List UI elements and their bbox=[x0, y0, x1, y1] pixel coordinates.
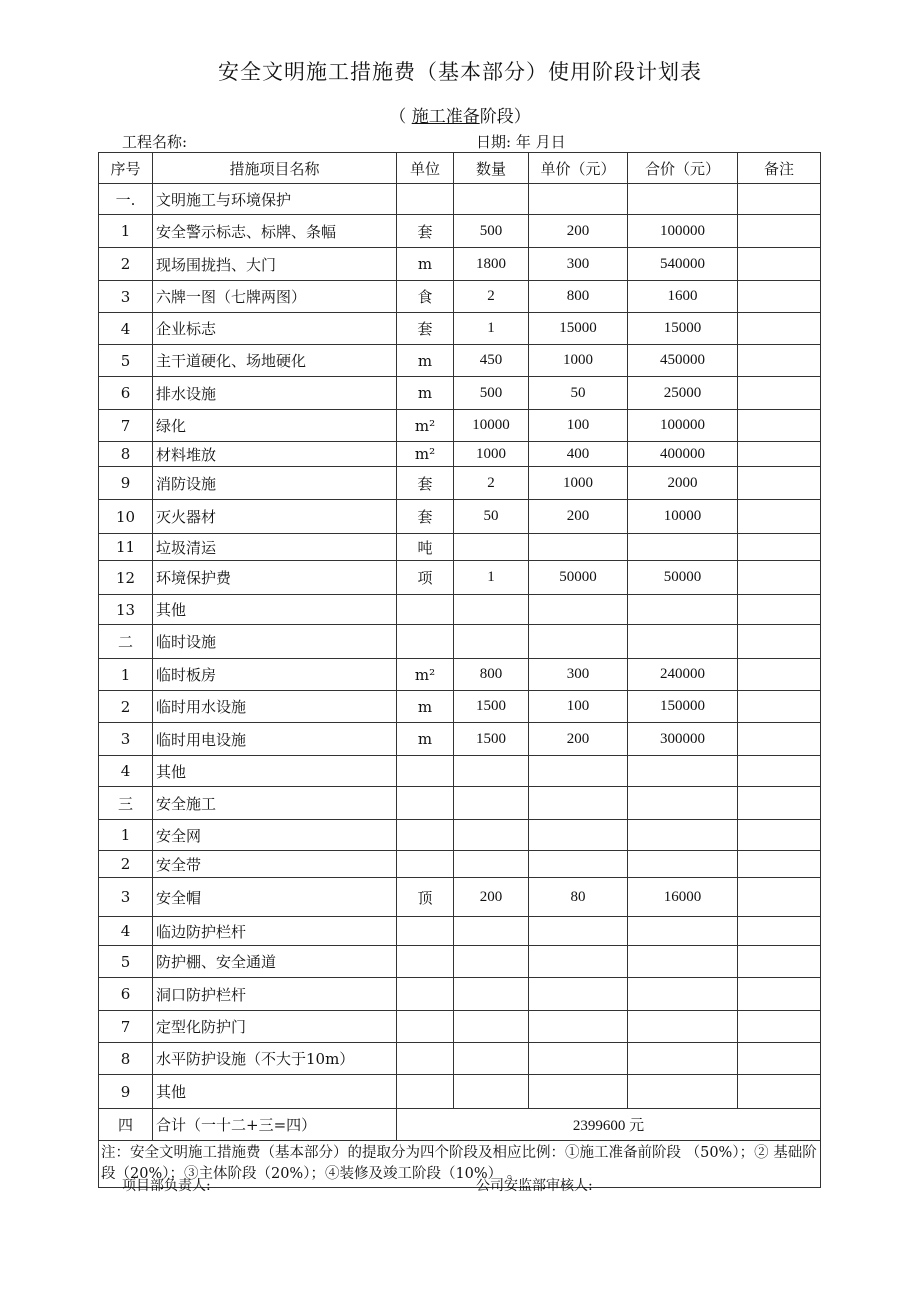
row-remarks bbox=[738, 500, 821, 534]
row-qty: 1 bbox=[454, 313, 529, 345]
table-row bbox=[99, 534, 821, 561]
row-qty: 2 bbox=[454, 281, 529, 313]
header-remarks: 备注 bbox=[738, 153, 821, 184]
row-qty bbox=[454, 756, 529, 787]
row-unit bbox=[397, 595, 454, 625]
row-no: 1 bbox=[99, 659, 153, 691]
row-total: 1600 bbox=[628, 281, 738, 313]
row-qty: 200 bbox=[454, 878, 529, 917]
page-title: 安全文明施工措施费（基本部分）使用阶段计划表 bbox=[218, 60, 702, 84]
row-unit: 套 bbox=[397, 313, 454, 345]
row-remarks bbox=[738, 1075, 821, 1109]
row-total: 10000 bbox=[628, 500, 738, 534]
row-remarks bbox=[738, 1011, 821, 1043]
row-remarks bbox=[738, 756, 821, 787]
row-item: 其他 bbox=[153, 1075, 397, 1109]
subtitle-stage: 施工准备 bbox=[411, 107, 480, 127]
row-unit-price: 100 bbox=[529, 410, 628, 442]
row-qty: 800 bbox=[454, 659, 529, 691]
row-remarks bbox=[738, 723, 821, 756]
table-row bbox=[99, 1075, 821, 1109]
row-qty: 500 bbox=[454, 377, 529, 410]
row-no: 9 bbox=[99, 467, 153, 500]
row-remarks bbox=[738, 345, 821, 377]
row-total bbox=[628, 184, 738, 215]
row-total: 25000 bbox=[628, 377, 738, 410]
row-qty bbox=[454, 534, 529, 561]
row-item: 临时设施 bbox=[153, 625, 397, 659]
row-unit-price: 50000 bbox=[529, 561, 628, 595]
row-item: 其他 bbox=[153, 756, 397, 787]
row-total: 450000 bbox=[628, 345, 738, 377]
row-total: 400000 bbox=[628, 442, 738, 467]
row-total bbox=[628, 1011, 738, 1043]
row-unit bbox=[397, 184, 454, 215]
row-unit: 套 bbox=[397, 467, 454, 500]
row-total: 240000 bbox=[628, 659, 738, 691]
row-qty: 1500 bbox=[454, 691, 529, 723]
row-unit bbox=[397, 820, 454, 851]
table-row bbox=[99, 281, 821, 313]
row-unit bbox=[397, 756, 454, 787]
row-unit-price bbox=[529, 851, 628, 878]
row-unit-price bbox=[529, 534, 628, 561]
row-remarks bbox=[738, 595, 821, 625]
row-qty: 2 bbox=[454, 467, 529, 500]
row-unit: 食 bbox=[397, 281, 454, 313]
row-remarks bbox=[738, 442, 821, 467]
row-unit-price: 300 bbox=[529, 659, 628, 691]
row-unit bbox=[397, 787, 454, 820]
table-row bbox=[99, 345, 821, 377]
row-unit bbox=[397, 946, 454, 978]
header-unit: 单位 bbox=[397, 153, 454, 184]
row-remarks bbox=[738, 534, 821, 561]
note-text: 注：安全文明施工措施费（基本部分）的提取分为四个阶段及相应比例：①施工准备前阶段 （50%）；② 基础阶段（20%）；③主体阶段（20%）；④装修及竣工阶段（10%） 。 bbox=[99, 1141, 821, 1188]
row-no: 三 bbox=[99, 787, 153, 820]
row-item: 安全带 bbox=[153, 851, 397, 878]
row-total bbox=[628, 534, 738, 561]
row-total: 150000 bbox=[628, 691, 738, 723]
row-item: 环境保护费 bbox=[153, 561, 397, 595]
row-unit bbox=[397, 625, 454, 659]
row-no: 12 bbox=[99, 561, 153, 595]
table-row bbox=[99, 851, 821, 878]
row-unit-price bbox=[529, 595, 628, 625]
row-remarks bbox=[738, 215, 821, 248]
row-unit-price: 400 bbox=[529, 442, 628, 467]
row-no: 一. bbox=[99, 184, 153, 215]
header-item: 措施项目名称 bbox=[153, 153, 397, 184]
row-unit-price bbox=[529, 756, 628, 787]
table-row bbox=[99, 691, 821, 723]
row-total bbox=[628, 946, 738, 978]
row-item: 企业标志 bbox=[153, 313, 397, 345]
row-remarks bbox=[738, 820, 821, 851]
table-row bbox=[99, 946, 821, 978]
row-no: 13 bbox=[99, 595, 153, 625]
subtitle-open: （ bbox=[389, 107, 412, 127]
row-remarks bbox=[738, 467, 821, 500]
row-no: 11 bbox=[99, 534, 153, 561]
row-unit-price bbox=[529, 820, 628, 851]
header-qty: 数量 bbox=[454, 153, 529, 184]
row-no: 1 bbox=[99, 215, 153, 248]
row-unit bbox=[397, 917, 454, 946]
row-item: 定型化防护门 bbox=[153, 1011, 397, 1043]
table-row bbox=[99, 756, 821, 787]
row-unit: m² bbox=[397, 442, 454, 467]
row-qty bbox=[454, 787, 529, 820]
total-row bbox=[99, 1109, 821, 1141]
row-qty bbox=[454, 851, 529, 878]
row-no: 4 bbox=[99, 756, 153, 787]
row-item: 安全帽 bbox=[153, 878, 397, 917]
row-no: 5 bbox=[99, 345, 153, 377]
table-row bbox=[99, 561, 821, 595]
row-no: 3 bbox=[99, 723, 153, 756]
row-unit-price bbox=[529, 184, 628, 215]
row-no: 9 bbox=[99, 1075, 153, 1109]
row-no: 7 bbox=[99, 410, 153, 442]
row-unit: m bbox=[397, 248, 454, 281]
row-no: 8 bbox=[99, 1043, 153, 1075]
row-qty bbox=[454, 1011, 529, 1043]
row-item: 安全施工 bbox=[153, 787, 397, 820]
row-unit bbox=[397, 1075, 454, 1109]
subtitle-rest: 阶段） bbox=[479, 107, 531, 127]
row-no: 3 bbox=[99, 878, 153, 917]
row-total bbox=[628, 917, 738, 946]
row-item: 垃圾清运 bbox=[153, 534, 397, 561]
row-item: 排水设施 bbox=[153, 377, 397, 410]
row-total bbox=[628, 978, 738, 1011]
row-qty bbox=[454, 946, 529, 978]
table-row bbox=[99, 878, 821, 917]
row-unit bbox=[397, 978, 454, 1011]
table-row bbox=[99, 723, 821, 756]
row-remarks bbox=[738, 377, 821, 410]
table-row bbox=[99, 1011, 821, 1043]
row-qty bbox=[454, 1075, 529, 1109]
table-row bbox=[99, 625, 821, 659]
table-row bbox=[99, 313, 821, 345]
row-no: 2 bbox=[99, 851, 153, 878]
row-total: 16000 bbox=[628, 878, 738, 917]
row-remarks bbox=[738, 659, 821, 691]
row-item: 绿化 bbox=[153, 410, 397, 442]
row-item: 消防设施 bbox=[153, 467, 397, 500]
row-item: 六牌一图（七牌两图） bbox=[153, 281, 397, 313]
row-qty bbox=[454, 917, 529, 946]
row-remarks bbox=[738, 625, 821, 659]
table-row bbox=[99, 978, 821, 1011]
project-manager-label: 项目部负责人: bbox=[122, 1178, 211, 1194]
total-value: 2399600 元 bbox=[397, 1109, 821, 1141]
row-total bbox=[628, 625, 738, 659]
row-unit-price: 1000 bbox=[529, 467, 628, 500]
row-remarks bbox=[738, 410, 821, 442]
row-no: 5 bbox=[99, 946, 153, 978]
project-name-label: 工程名称: bbox=[122, 133, 188, 151]
row-total bbox=[628, 756, 738, 787]
row-total: 300000 bbox=[628, 723, 738, 756]
row-item: 灭火器材 bbox=[153, 500, 397, 534]
row-qty: 10000 bbox=[454, 410, 529, 442]
row-unit-price: 800 bbox=[529, 281, 628, 313]
table-row bbox=[99, 1043, 821, 1075]
row-item: 材料堆放 bbox=[153, 442, 397, 467]
header-no: 序号 bbox=[99, 153, 153, 184]
row-unit-price bbox=[529, 917, 628, 946]
row-remarks bbox=[738, 691, 821, 723]
header-unit-price: 单价（元） bbox=[529, 153, 628, 184]
row-qty bbox=[454, 820, 529, 851]
table-row bbox=[99, 215, 821, 248]
row-no: 6 bbox=[99, 377, 153, 410]
row-item: 现场围拢挡、大门 bbox=[153, 248, 397, 281]
row-unit-price bbox=[529, 946, 628, 978]
row-item: 主干道硬化、场地硬化 bbox=[153, 345, 397, 377]
row-no: 8 bbox=[99, 442, 153, 467]
row-unit: 套 bbox=[397, 215, 454, 248]
row-item: 临时板房 bbox=[153, 659, 397, 691]
row-total bbox=[628, 820, 738, 851]
table-row bbox=[99, 500, 821, 534]
row-unit-price: 200 bbox=[529, 723, 628, 756]
row-remarks bbox=[738, 561, 821, 595]
total-label: 合计（一十二+三=四） bbox=[153, 1109, 397, 1141]
row-qty: 50 bbox=[454, 500, 529, 534]
row-item: 安全警示标志、标牌、条幅 bbox=[153, 215, 397, 248]
row-remarks bbox=[738, 917, 821, 946]
row-remarks bbox=[738, 851, 821, 878]
row-item: 临时用电设施 bbox=[153, 723, 397, 756]
row-no: 6 bbox=[99, 978, 153, 1011]
row-total: 100000 bbox=[628, 410, 738, 442]
row-unit: 项 bbox=[397, 561, 454, 595]
row-total: 2000 bbox=[628, 467, 738, 500]
row-unit-price bbox=[529, 1043, 628, 1075]
row-unit: 吨 bbox=[397, 534, 454, 561]
row-unit-price bbox=[529, 978, 628, 1011]
row-no: 3 bbox=[99, 281, 153, 313]
total-no: 四 bbox=[99, 1109, 153, 1141]
row-item: 水平防护设施（不大于10m） bbox=[153, 1043, 397, 1075]
row-unit-price: 50 bbox=[529, 377, 628, 410]
row-total bbox=[628, 595, 738, 625]
table-row bbox=[99, 442, 821, 467]
row-unit-price: 200 bbox=[529, 215, 628, 248]
row-unit: m bbox=[397, 377, 454, 410]
row-unit bbox=[397, 1043, 454, 1075]
row-no: 2 bbox=[99, 248, 153, 281]
row-remarks bbox=[738, 787, 821, 820]
date-label: 日期: 年 月日 bbox=[476, 133, 566, 151]
row-unit-price bbox=[529, 787, 628, 820]
row-item: 文明施工与环境保护 bbox=[153, 184, 397, 215]
row-unit-price: 100 bbox=[529, 691, 628, 723]
row-qty bbox=[454, 978, 529, 1011]
row-remarks bbox=[738, 281, 821, 313]
row-item: 其他 bbox=[153, 595, 397, 625]
row-unit-price: 15000 bbox=[529, 313, 628, 345]
table-row bbox=[99, 410, 821, 442]
table-row bbox=[99, 467, 821, 500]
row-remarks bbox=[738, 1043, 821, 1075]
row-total bbox=[628, 787, 738, 820]
row-unit-price bbox=[529, 1075, 628, 1109]
row-qty: 450 bbox=[454, 345, 529, 377]
row-no: 7 bbox=[99, 1011, 153, 1043]
row-total: 100000 bbox=[628, 215, 738, 248]
table-row bbox=[99, 595, 821, 625]
row-unit-price bbox=[529, 625, 628, 659]
row-unit-price: 200 bbox=[529, 500, 628, 534]
row-qty: 1800 bbox=[454, 248, 529, 281]
row-no: 4 bbox=[99, 313, 153, 345]
row-no: 4 bbox=[99, 917, 153, 946]
row-remarks bbox=[738, 946, 821, 978]
row-qty: 1000 bbox=[454, 442, 529, 467]
table-row bbox=[99, 184, 821, 215]
row-remarks bbox=[738, 313, 821, 345]
table-row bbox=[99, 787, 821, 820]
row-unit bbox=[397, 851, 454, 878]
header-row bbox=[99, 153, 821, 184]
row-qty: 500 bbox=[454, 215, 529, 248]
row-item: 临边防护栏杆 bbox=[153, 917, 397, 946]
row-total: 540000 bbox=[628, 248, 738, 281]
row-unit-price: 300 bbox=[529, 248, 628, 281]
row-unit: m² bbox=[397, 659, 454, 691]
plan-table bbox=[98, 152, 821, 1188]
table-row bbox=[99, 917, 821, 946]
row-unit: 套 bbox=[397, 500, 454, 534]
row-qty: 1 bbox=[454, 561, 529, 595]
header-total-price: 合价（元） bbox=[628, 153, 738, 184]
row-unit: m bbox=[397, 691, 454, 723]
row-unit: m bbox=[397, 723, 454, 756]
row-qty: 1500 bbox=[454, 723, 529, 756]
table-row bbox=[99, 248, 821, 281]
row-qty bbox=[454, 184, 529, 215]
row-remarks bbox=[738, 184, 821, 215]
row-unit bbox=[397, 1011, 454, 1043]
row-item: 安全网 bbox=[153, 820, 397, 851]
table-row bbox=[99, 377, 821, 410]
stage-subtitle bbox=[0, 102, 920, 127]
row-qty bbox=[454, 625, 529, 659]
row-unit-price: 80 bbox=[529, 878, 628, 917]
row-no: 2 bbox=[99, 691, 153, 723]
row-item: 临时用水设施 bbox=[153, 691, 397, 723]
row-unit: 顶 bbox=[397, 878, 454, 917]
table-row bbox=[99, 659, 821, 691]
safety-auditor-label: 公司安监部审核人: bbox=[476, 1178, 593, 1194]
row-unit: m² bbox=[397, 410, 454, 442]
row-total: 50000 bbox=[628, 561, 738, 595]
row-total bbox=[628, 1043, 738, 1075]
row-remarks bbox=[738, 978, 821, 1011]
row-qty bbox=[454, 1043, 529, 1075]
row-remarks bbox=[738, 248, 821, 281]
row-total bbox=[628, 1075, 738, 1109]
row-no: 10 bbox=[99, 500, 153, 534]
table-row bbox=[99, 820, 821, 851]
row-item: 防护棚、安全通道 bbox=[153, 946, 397, 978]
row-unit-price bbox=[529, 1011, 628, 1043]
row-no: 二 bbox=[99, 625, 153, 659]
row-unit: m bbox=[397, 345, 454, 377]
row-qty bbox=[454, 595, 529, 625]
row-total bbox=[628, 851, 738, 878]
row-unit-price: 1000 bbox=[529, 345, 628, 377]
row-remarks bbox=[738, 878, 821, 917]
row-no: 1 bbox=[99, 820, 153, 851]
row-total: 15000 bbox=[628, 313, 738, 345]
row-item: 洞口防护栏杆 bbox=[153, 978, 397, 1011]
